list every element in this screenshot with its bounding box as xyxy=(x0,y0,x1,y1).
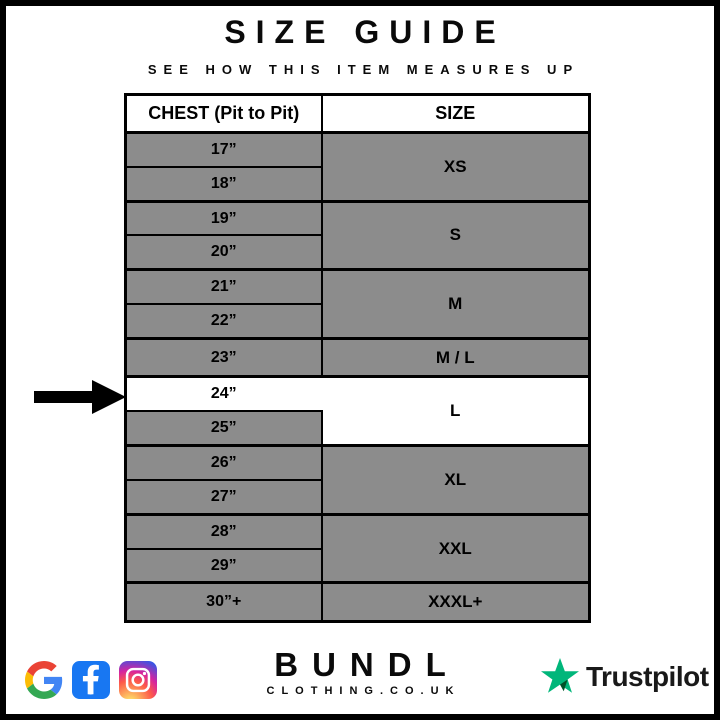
size-guide-table xyxy=(124,93,591,623)
table-row xyxy=(126,377,590,411)
brand-domain: CLOTHING.CO.UK xyxy=(266,685,461,698)
table-row xyxy=(126,133,590,167)
chest-cell: 17” xyxy=(126,133,322,167)
trustpilot-logo[interactable] xyxy=(540,658,709,696)
brand-name: BUNDL xyxy=(274,646,460,683)
chest-cell: 25” xyxy=(126,411,322,445)
table-row xyxy=(126,583,590,622)
table-row xyxy=(126,446,590,480)
page-title: SIZE GUIDE xyxy=(224,14,506,50)
table-row xyxy=(126,201,590,235)
trustpilot-star-icon xyxy=(540,658,580,696)
chest-column-header: CHEST (Pit to Pit) xyxy=(126,95,322,133)
chest-cell: 18” xyxy=(126,167,322,201)
size-cell: M / L xyxy=(322,338,590,377)
table-header-row xyxy=(126,95,590,133)
chest-cell: 24” xyxy=(126,377,322,411)
table-row xyxy=(126,270,590,304)
size-cell: XS xyxy=(322,133,590,202)
chest-cell: 20” xyxy=(126,235,322,269)
chest-cell: 29” xyxy=(126,549,322,583)
size-cell: S xyxy=(322,201,590,270)
table-row xyxy=(126,338,590,377)
trustpilot-label: Trustpilot xyxy=(586,661,709,692)
page-subtitle: SEE HOW THIS ITEM MEASURES UP xyxy=(147,62,580,77)
size-cell: M xyxy=(322,270,590,339)
chest-cell: 26” xyxy=(126,446,322,480)
chest-cell: 22” xyxy=(126,304,322,338)
chest-cell: 23” xyxy=(126,338,322,377)
size-column-header: SIZE xyxy=(322,95,590,133)
chest-cell: 21” xyxy=(126,270,322,304)
chest-cell: 19” xyxy=(126,201,322,235)
size-cell: XXL xyxy=(322,514,590,583)
size-cell: XXXL+ xyxy=(322,583,590,622)
chest-cell: 28” xyxy=(126,514,322,548)
chest-cell: 27” xyxy=(126,480,322,514)
size-cell: XL xyxy=(322,446,590,515)
table-row xyxy=(126,514,590,548)
chest-cell: 30”+ xyxy=(126,583,322,622)
current-size-arrow-icon xyxy=(34,380,126,414)
size-cell: L xyxy=(322,377,590,446)
